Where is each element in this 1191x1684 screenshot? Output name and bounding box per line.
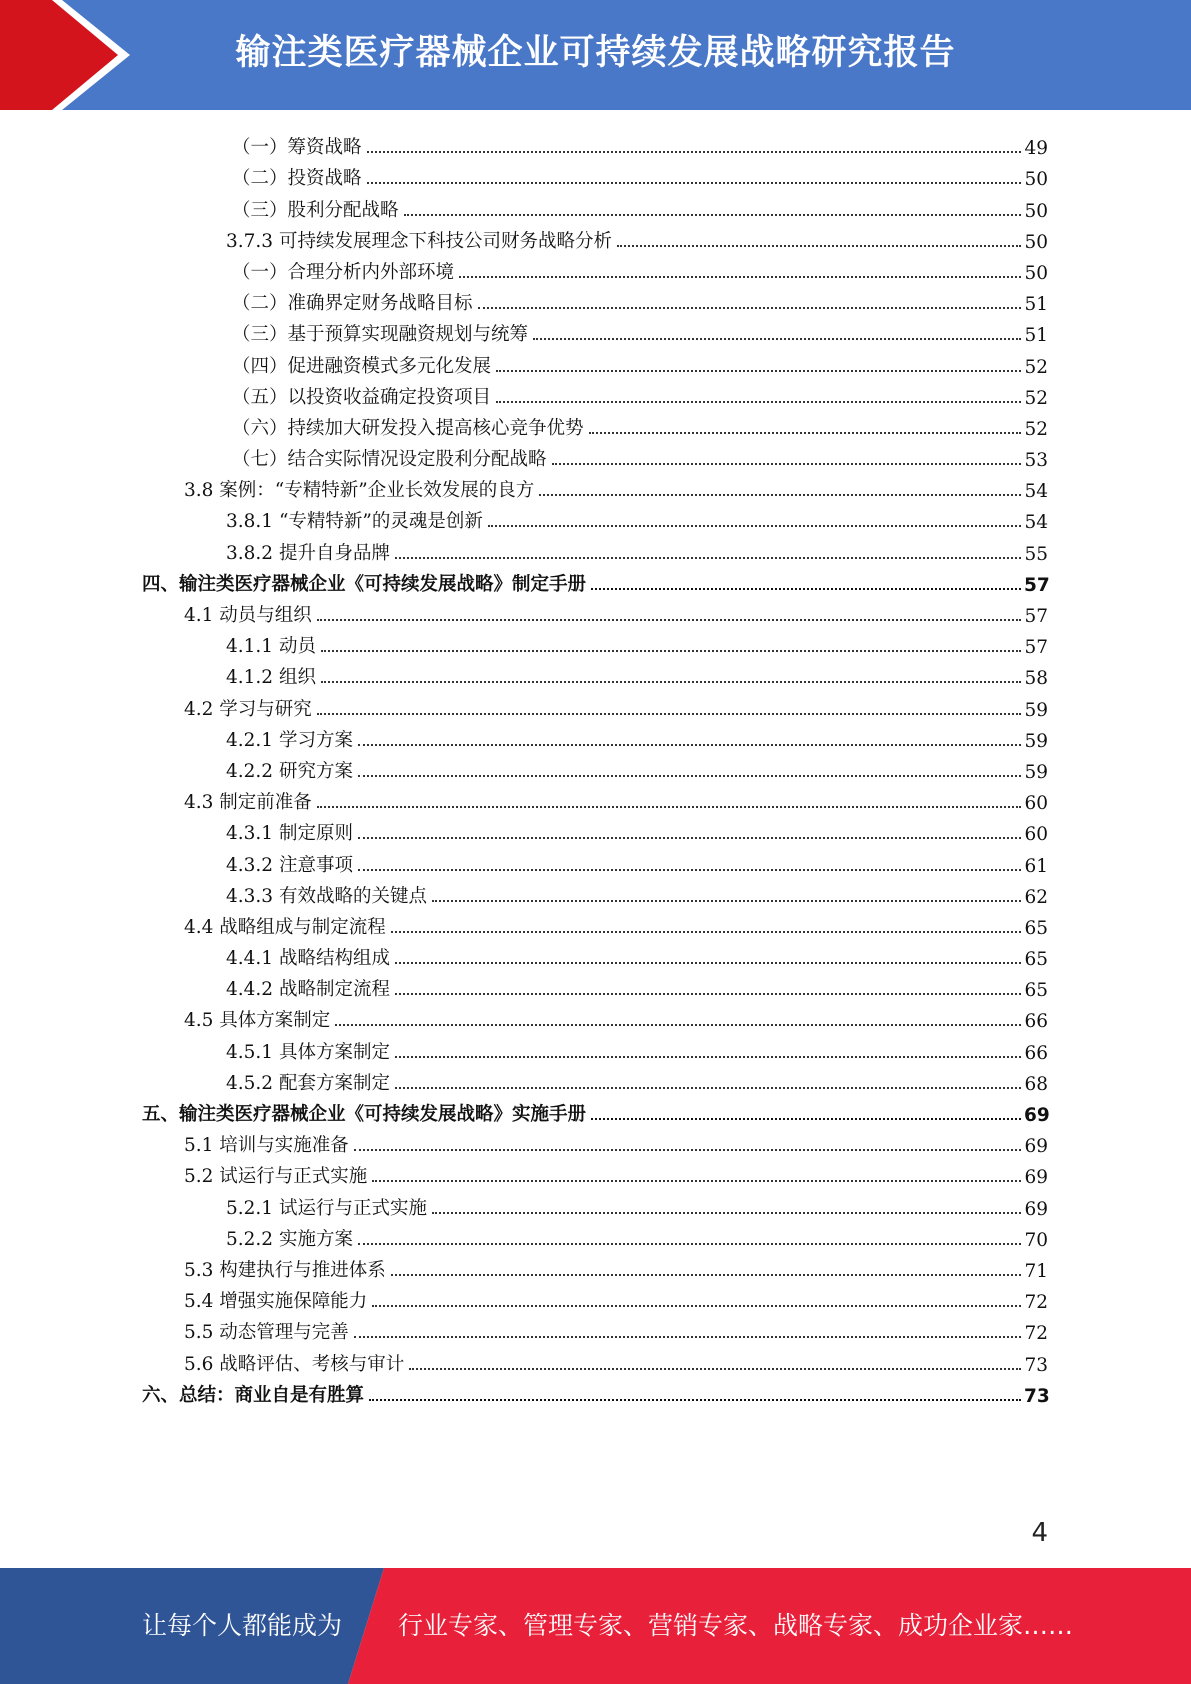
toc-entry-title: 4.5.1 具体方案制定 (226, 1041, 390, 1063)
toc-entry[interactable] (0, 1188, 1191, 1219)
toc-entry-title: 5.4 增强实施保障能力 (184, 1291, 368, 1313)
page-number: 4 (1031, 1518, 1048, 1548)
toc-entry[interactable] (0, 596, 1191, 627)
toc-entry-page: 59 (1024, 730, 1048, 752)
toc-dot-leader (617, 245, 1021, 247)
toc-entry-page: 69 (1024, 1136, 1048, 1158)
report-title: 输注类医疗器械企业可持续发展战略研究报告 (235, 33, 956, 73)
toc-dot-leader (391, 931, 1021, 933)
toc-entry[interactable] (0, 1064, 1191, 1095)
toc-dot-leader (369, 1399, 1021, 1401)
toc-dot-leader (317, 806, 1021, 808)
toc-dot-leader (409, 1368, 1021, 1370)
toc-entry[interactable] (0, 346, 1191, 377)
toc-entry-page: 69 (1024, 1198, 1048, 1220)
toc-entry[interactable] (0, 471, 1191, 502)
toc-dot-leader (391, 1274, 1021, 1276)
toc-dot-leader (395, 557, 1021, 559)
toc-entry-title: 4.4.1 战略结构组成 (226, 948, 390, 970)
toc-entry[interactable] (0, 627, 1191, 658)
toc-dot-leader (321, 650, 1021, 652)
toc-entry[interactable] (0, 222, 1191, 253)
toc-entry[interactable] (0, 253, 1191, 284)
toc-entry[interactable] (0, 939, 1191, 970)
toc-entry[interactable] (0, 1157, 1191, 1188)
toc-entry-title: 5.6 战略评估、考核与审计 (184, 1353, 405, 1375)
toc-entry-title: 5.2.2 实施方案 (226, 1228, 353, 1250)
toc-entry[interactable] (0, 1282, 1191, 1313)
toc-entry-title: 4.2 学习与研究 (184, 698, 312, 720)
toc-entry[interactable] (0, 1376, 1191, 1407)
toc-entry[interactable] (0, 814, 1191, 845)
toc-entry[interactable] (0, 533, 1191, 564)
toc-dot-leader (395, 962, 1021, 964)
table-of-contents (0, 128, 1191, 1407)
toc-dot-leader (317, 713, 1021, 715)
toc-entry-title: 3.8 案例：“专精特新”企业长效发展的良方 (184, 480, 535, 502)
toc-dot-leader (404, 214, 1021, 216)
toc-entry[interactable] (0, 159, 1191, 190)
toc-dot-leader (372, 1180, 1021, 1182)
toc-entry-page: 57 (1024, 637, 1048, 659)
toc-entry-title: 4.1.2 组织 (226, 667, 316, 689)
toc-entry-page: 66 (1024, 1011, 1048, 1033)
toc-dot-leader (533, 338, 1021, 340)
toc-dot-leader (591, 588, 1021, 590)
toc-entry-page: 57 (1024, 574, 1050, 596)
toc-entry-page: 65 (1024, 980, 1048, 1002)
toc-dot-leader (367, 182, 1021, 184)
toc-entry-page: 60 (1024, 824, 1048, 846)
toc-entry-page: 59 (1024, 761, 1048, 783)
toc-entry-page: 54 (1024, 512, 1048, 534)
toc-entry-page: 57 (1024, 606, 1048, 627)
toc-dot-leader (358, 775, 1021, 777)
toc-entry-title: （三）股利分配战略 (232, 199, 399, 221)
toc-entry-title: （五）以投资收益确定投资项目 (232, 386, 492, 408)
toc-entry-page: 70 (1024, 1229, 1048, 1251)
toc-entry-title: 4.4 战略组成与制定流程 (184, 916, 386, 938)
toc-entry-page: 51 (1024, 294, 1048, 316)
toc-dot-leader (317, 619, 1021, 621)
toc-dot-leader (552, 463, 1021, 465)
toc-entry-page: 60 (1024, 793, 1048, 815)
toc-dot-leader (358, 1243, 1021, 1245)
toc-entry-page: 52 (1024, 418, 1048, 440)
toc-entry-title: （二）准确界定财务战略目标 (232, 293, 473, 315)
toc-entry[interactable] (0, 970, 1191, 1001)
toc-entry-title: 4.1.1 动员 (226, 636, 316, 658)
toc-entry-title: 4.1 动员与组织 (184, 605, 312, 626)
toc-entry-title: 4.5 具体方案制定 (184, 1010, 331, 1032)
toc-entry-title: （三）基于预算实现融资规划与统筹 (232, 324, 529, 346)
toc-entry[interactable] (0, 1251, 1191, 1282)
toc-entry-title: 4.3.2 注意事项 (226, 854, 353, 876)
toc-entry-page: 72 (1024, 1323, 1048, 1345)
toc-entry-title: 5.1 培训与实施准备 (184, 1135, 349, 1157)
toc-entry-title: 3.8.1 “专精特新”的灵魂是创新 (226, 511, 483, 533)
toc-entry[interactable] (0, 502, 1191, 533)
toc-entry[interactable] (0, 1126, 1191, 1157)
toc-dot-leader (589, 432, 1021, 434)
toc-entry[interactable] (0, 1001, 1191, 1032)
toc-entry-page: 66 (1024, 1042, 1048, 1064)
toc-entry-title: 五、输注类医疗器械企业《可持续发展战略》实施手册 (142, 1104, 587, 1125)
toc-entry[interactable] (0, 658, 1191, 689)
toc-entry-title: 5.3 构建执行与推进体系 (184, 1259, 386, 1281)
toc-entry-page: 68 (1024, 1073, 1048, 1095)
toc-dot-leader (372, 1305, 1021, 1307)
toc-dot-leader (358, 837, 1021, 839)
toc-entry[interactable] (0, 440, 1191, 471)
toc-entry-page: 73 (1024, 1385, 1050, 1407)
toc-dot-leader (358, 869, 1021, 871)
page-footer (0, 1568, 1191, 1684)
toc-entry-title: 5.2 试运行与正式实施 (184, 1166, 368, 1188)
toc-entry-title: 4.4.2 战略制定流程 (226, 979, 390, 1001)
toc-dot-leader (478, 307, 1021, 309)
toc-entry-page: 69 (1024, 1167, 1048, 1189)
toc-entry-page: 65 (1024, 949, 1048, 971)
toc-dot-leader (358, 744, 1021, 746)
toc-entry-page: 58 (1024, 668, 1048, 690)
toc-entry-page: 50 (1024, 200, 1048, 222)
toc-entry-title: 3.7.3 可持续发展理念下科技公司财务战略分析 (226, 230, 612, 252)
toc-dot-leader (432, 1212, 1021, 1214)
toc-entry-page: 52 (1024, 387, 1048, 409)
toc-entry[interactable] (0, 689, 1191, 720)
toc-entry-title: 5.2.1 试运行与正式实施 (226, 1197, 427, 1219)
toc-entry[interactable] (0, 565, 1191, 596)
toc-entry-title: （二）投资战略 (232, 168, 362, 190)
toc-dot-leader (591, 1118, 1021, 1120)
toc-dot-leader (496, 370, 1021, 372)
toc-entry-page: 71 (1024, 1260, 1048, 1282)
toc-entry[interactable] (0, 752, 1191, 783)
toc-dot-leader (496, 401, 1021, 403)
toc-entry[interactable] (0, 1220, 1191, 1251)
toc-entry-title: 3.8.2 提升自身品牌 (226, 542, 390, 564)
toc-dot-leader (354, 1336, 1021, 1338)
toc-entry[interactable] (0, 1344, 1191, 1375)
toc-entry-page: 65 (1024, 917, 1048, 939)
toc-entry-title: 4.3.1 制定原则 (226, 823, 353, 845)
toc-entry[interactable] (0, 409, 1191, 440)
toc-entry-title: 4.3.3 有效战略的关键点 (226, 885, 427, 907)
toc-entry[interactable] (0, 1313, 1191, 1344)
toc-dot-leader (395, 1056, 1021, 1058)
toc-entry-title: （一）合理分析内外部环境 (232, 261, 455, 283)
toc-entry-title: 5.5 动态管理与完善 (184, 1322, 349, 1344)
toc-entry-page: 50 (1024, 231, 1048, 253)
toc-entry-page: 72 (1024, 1292, 1048, 1314)
toc-entry-page: 73 (1024, 1354, 1048, 1376)
toc-entry[interactable] (0, 315, 1191, 346)
toc-entry[interactable] (0, 845, 1191, 876)
toc-entry[interactable] (0, 908, 1191, 939)
toc-entry[interactable] (0, 721, 1191, 752)
toc-entry-title: 四、输注类医疗器械企业《可持续发展战略》制定手册 (142, 573, 587, 595)
toc-entry[interactable] (0, 128, 1191, 159)
toc-entry-title: （四）促进融资模式多元化发展 (232, 355, 492, 377)
toc-entry-title: （七）结合实际情况设定股利分配战略 (232, 449, 547, 471)
toc-entry-page: 50 (1024, 262, 1048, 284)
toc-entry-page: 69 (1024, 1105, 1050, 1126)
toc-entry-page: 53 (1024, 450, 1048, 472)
toc-entry[interactable] (0, 877, 1191, 908)
toc-entry-title: （六）持续加大研发投入提高核心竞争优势 (232, 417, 584, 439)
toc-entry-page: 61 (1024, 855, 1048, 877)
toc-dot-leader (367, 151, 1021, 153)
toc-entry-page: 52 (1024, 356, 1048, 378)
toc-dot-leader (459, 276, 1021, 278)
toc-entry[interactable] (0, 284, 1191, 315)
toc-entry-page: 59 (1024, 699, 1048, 721)
toc-dot-leader (395, 993, 1021, 995)
footer-slogan-left: 让每个人都能成为 (142, 1611, 343, 1640)
toc-entry[interactable] (0, 1095, 1191, 1126)
toc-entry-title: 4.5.2 配套方案制定 (226, 1072, 390, 1094)
toc-entry-title: （一）筹资战略 (232, 137, 362, 159)
toc-dot-leader (321, 681, 1021, 683)
toc-entry-title: 4.2.2 研究方案 (226, 760, 353, 782)
toc-entry-page: 49 (1024, 138, 1048, 160)
toc-entry-page: 50 (1024, 169, 1048, 191)
toc-entry-page: 55 (1024, 543, 1048, 565)
toc-entry-title: 六、总结：商业自是有胜算 (142, 1384, 365, 1406)
toc-entry[interactable] (0, 1032, 1191, 1063)
footer-slogan-right: 行业专家、管理专家、营销专家、战略专家、成功企业家…… (398, 1611, 1074, 1640)
toc-entry-title: 4.3 制定前准备 (184, 792, 312, 814)
toc-entry[interactable] (0, 783, 1191, 814)
toc-entry[interactable] (0, 378, 1191, 409)
toc-dot-leader (335, 1024, 1021, 1026)
toc-dot-leader (395, 1087, 1021, 1089)
toc-entry-page: 62 (1024, 886, 1048, 908)
toc-dot-leader (488, 525, 1021, 527)
toc-entry-page: 51 (1024, 325, 1048, 347)
toc-dot-leader (539, 494, 1021, 496)
toc-entry-page: 54 (1024, 481, 1048, 503)
toc-dot-leader (432, 900, 1021, 902)
toc-dot-leader (354, 1149, 1021, 1151)
toc-entry-title: 4.2.1 学习方案 (226, 729, 353, 751)
page-header (0, 0, 1191, 110)
toc-entry[interactable] (0, 190, 1191, 221)
